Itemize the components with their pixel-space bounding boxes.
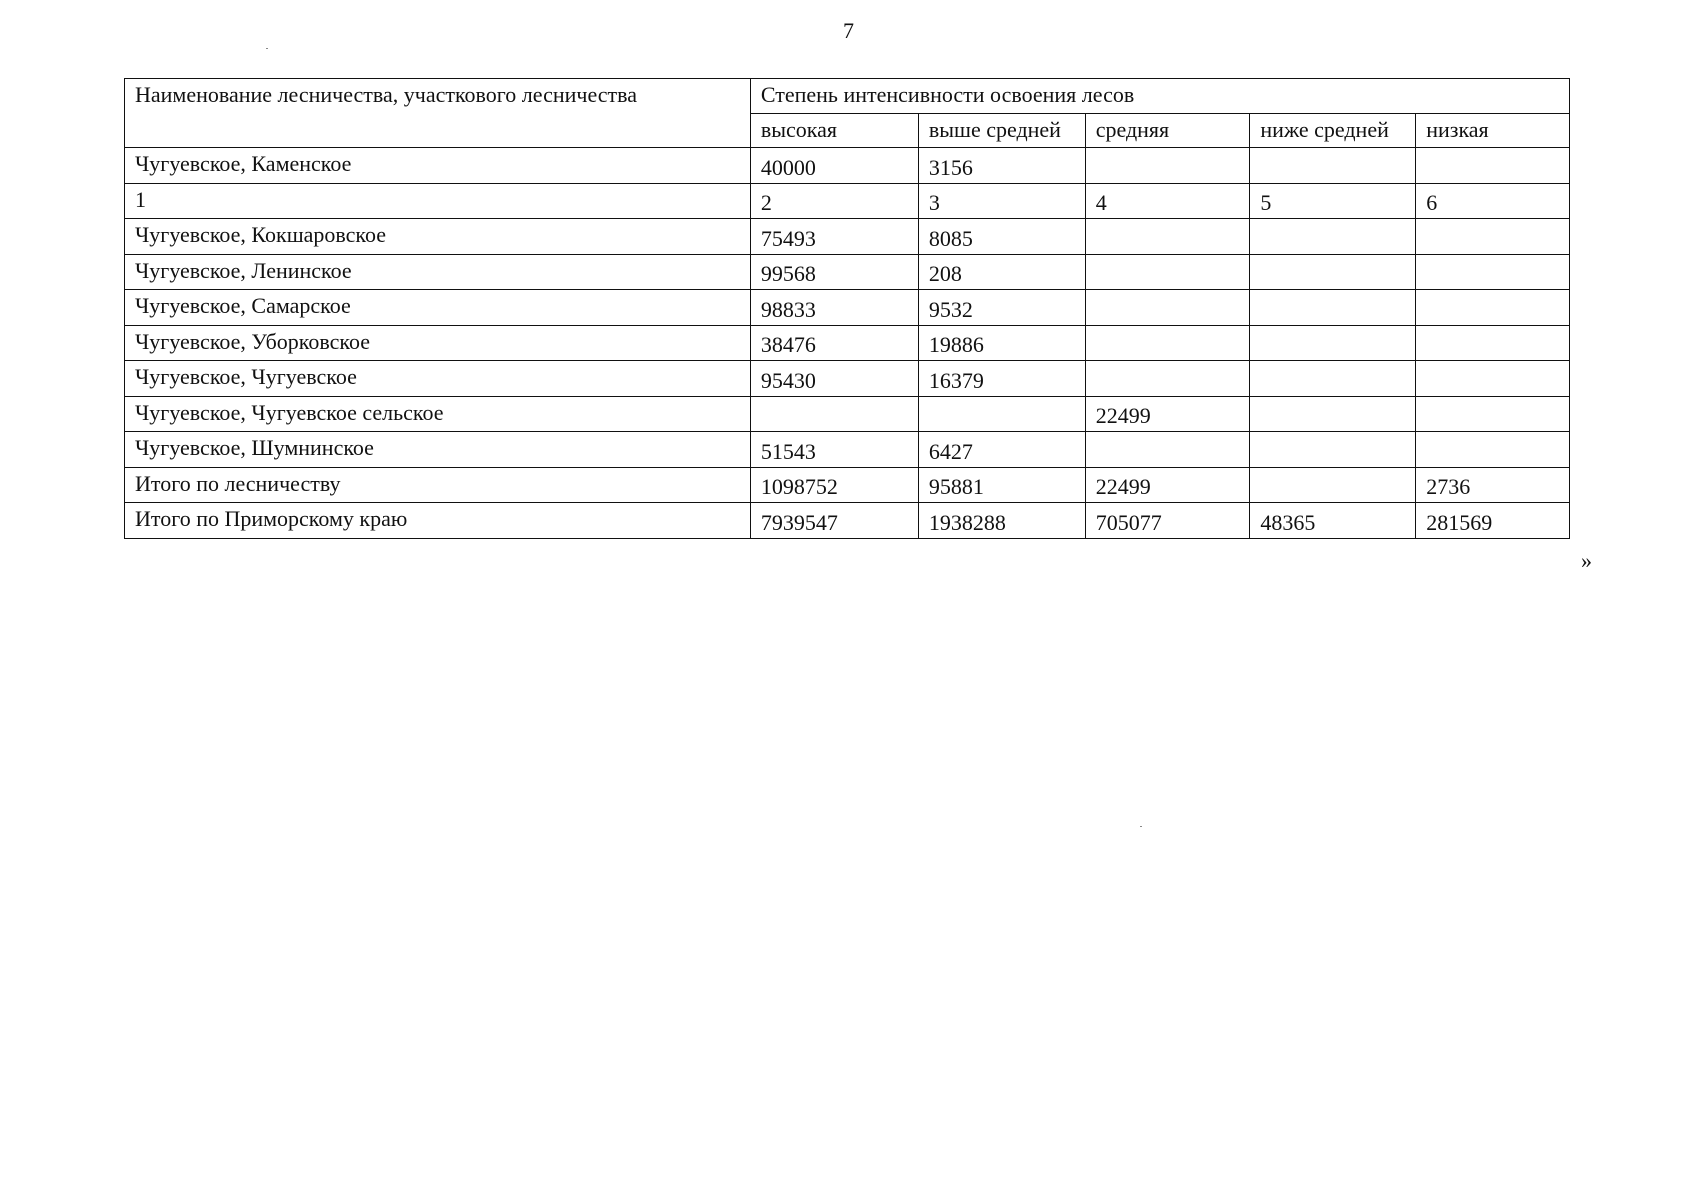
table-row [125,219,1570,255]
value-cell [1085,254,1250,290]
value-cell: 19886 [918,325,1085,361]
value-cell: 75493 [750,219,918,255]
subheader-below-average: ниже средней [1250,113,1416,148]
row-label-cell: Чугуевское, Каменское [125,148,751,184]
table-row [125,467,1570,503]
scan-speck [266,48,268,49]
value-cell: 1938288 [918,503,1085,539]
value-cell [1250,254,1416,290]
value-cell: 281569 [1416,503,1570,539]
value-cell [1085,432,1250,468]
table-body [125,148,1570,539]
value-cell [1416,396,1570,432]
row-label-cell: Чугуевское, Чугуевское [125,361,751,397]
value-cell [1416,290,1570,326]
value-cell [1416,148,1570,184]
value-cell: 1098752 [750,467,918,503]
value-cell: 51543 [750,432,918,468]
value-cell [1416,219,1570,255]
forest-intensity-table [124,78,1570,539]
value-cell [1085,325,1250,361]
subheader-high: высокая [750,113,918,148]
row-label-cell: Чугуевское, Уборковское [125,325,751,361]
table-row [125,503,1570,539]
value-cell [918,396,1085,432]
value-cell: 16379 [918,361,1085,397]
row-label-cell: Чугуевское, Ленинское [125,254,751,290]
value-cell: 48365 [1250,503,1416,539]
closing-quote: » [1581,548,1592,573]
value-cell [750,396,918,432]
value-cell: 4 [1085,183,1250,219]
value-cell: 22499 [1085,396,1250,432]
table-row [125,432,1570,468]
value-cell: 6427 [918,432,1085,468]
value-cell: 98833 [750,290,918,326]
value-cell [1250,290,1416,326]
value-cell [1085,290,1250,326]
value-cell: 95881 [918,467,1085,503]
value-cell: 3156 [918,148,1085,184]
value-cell [1085,148,1250,184]
table-row [125,148,1570,184]
value-cell: 8085 [918,219,1085,255]
row-label-cell: Чугуевское, Самарское [125,290,751,326]
value-cell [1416,432,1570,468]
value-cell: 95430 [750,361,918,397]
table-row [125,325,1570,361]
value-cell: 208 [918,254,1085,290]
value-cell [1250,325,1416,361]
value-cell: 6 [1416,183,1570,219]
value-cell [1250,219,1416,255]
value-cell [1416,254,1570,290]
value-cell [1085,361,1250,397]
table-row [125,361,1570,397]
row-label-cell: Чугуевское, Шумнинское [125,432,751,468]
value-cell: 2736 [1416,467,1570,503]
value-cell [1250,148,1416,184]
row-label-cell: 1 [125,183,751,219]
value-cell: 2 [750,183,918,219]
row-label-cell: Чугуевское, Кокшаровское [125,219,751,255]
value-cell [1250,361,1416,397]
value-cell: 40000 [750,148,918,184]
header-name: Наименование лесничества, участкового лесничества [125,79,751,148]
table-header [125,79,1570,148]
value-cell: 3 [918,183,1085,219]
scan-speck [1140,826,1142,827]
row-label-cell: Итого по Приморскому краю [125,503,751,539]
value-cell: 22499 [1085,467,1250,503]
value-cell [1250,432,1416,468]
table-row [125,183,1570,219]
value-cell: 99568 [750,254,918,290]
value-cell: 9532 [918,290,1085,326]
row-label-cell: Итого по лесничеству [125,467,751,503]
value-cell [1085,219,1250,255]
table-row [125,290,1570,326]
subheader-above-average: выше средней [918,113,1085,148]
page-number: 7 [843,18,854,43]
value-cell [1416,325,1570,361]
header-group: Степень интенсивности освоения лесов [750,79,1569,114]
value-cell: 7939547 [750,503,918,539]
row-label-cell: Чугуевское, Чугуевское сельское [125,396,751,432]
header-row [125,79,1570,114]
value-cell: 5 [1250,183,1416,219]
value-cell [1416,361,1570,397]
value-cell [1250,396,1416,432]
value-cell: 38476 [750,325,918,361]
table-row [125,396,1570,432]
table-row [125,254,1570,290]
value-cell: 705077 [1085,503,1250,539]
subheader-low: низкая [1416,113,1570,148]
subheader-average: средняя [1085,113,1250,148]
value-cell [1250,467,1416,503]
